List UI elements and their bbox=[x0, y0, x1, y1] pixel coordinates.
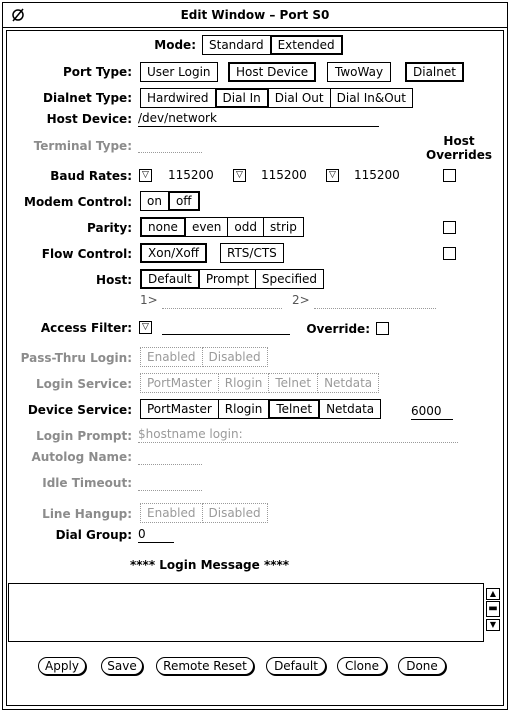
host-overrides-heading bbox=[420, 134, 498, 162]
host-1-field[interactable] bbox=[162, 292, 282, 309]
override-label: Override: bbox=[306, 322, 370, 336]
host-device-label: Host Device: bbox=[46, 112, 132, 126]
login-service-portmaster-option: PortMaster bbox=[140, 373, 219, 393]
dialnet-type-selector bbox=[140, 88, 413, 108]
port-type-host-device-wrap bbox=[228, 62, 316, 82]
apply-button[interactable]: Apply bbox=[38, 657, 86, 675]
host-selector bbox=[140, 269, 324, 289]
dial-group-field[interactable]: 0 bbox=[138, 526, 174, 543]
dialnet-dial-in-out-option[interactable]: Dial In&Out bbox=[330, 88, 413, 108]
dialnet-type-label: Dialnet Type: bbox=[43, 91, 132, 105]
flow-xon-wrap bbox=[140, 243, 207, 263]
host-2-field[interactable] bbox=[314, 292, 436, 309]
login-service-rlogin-option: Rlogin bbox=[218, 373, 270, 393]
flow-control-xon-xoff-option[interactable]: Xon/Xoff bbox=[140, 243, 207, 263]
login-service-selector bbox=[140, 373, 379, 393]
port-type-user-login-option[interactable]: User Login bbox=[140, 62, 218, 82]
login-message-scrollbar[interactable] bbox=[486, 588, 500, 632]
flow-control-label: Flow Control: bbox=[41, 247, 132, 261]
host-overrides-line2: Overrides bbox=[426, 148, 492, 162]
login-message-heading: **** Login Message **** bbox=[130, 558, 290, 572]
login-service-netdata-option: Netdata bbox=[317, 373, 379, 393]
host-1-label: 1> bbox=[140, 293, 158, 307]
baud-rate-1-dropdown-icon[interactable]: ▽ bbox=[139, 169, 152, 182]
dialnet-dial-out-option[interactable]: Dial Out bbox=[268, 88, 331, 108]
pass-thru-enabled-option: Enabled bbox=[140, 347, 203, 367]
autolog-name-label: Autolog Name: bbox=[31, 450, 132, 464]
host-specified-option[interactable]: Specified bbox=[255, 269, 324, 289]
host-default-option[interactable]: Default bbox=[140, 269, 200, 289]
mode-label: Mode: bbox=[154, 38, 196, 52]
host-2-label: 2> bbox=[292, 293, 310, 307]
modem-control-on-option[interactable]: on bbox=[140, 191, 169, 211]
baud-rate-3-dropdown-icon[interactable]: ▽ bbox=[326, 169, 339, 182]
port-type-dialnet-option[interactable]: Dialnet bbox=[405, 62, 464, 82]
idle-timeout-label: Idle Timeout: bbox=[42, 476, 132, 490]
line-hangup-label: Line Hangup: bbox=[42, 507, 132, 521]
flow-control-rts-cts-option[interactable]: RTS/CTS bbox=[220, 243, 284, 263]
parity-label: Parity: bbox=[87, 221, 132, 235]
pass-thru-login-label: Pass-Thru Login: bbox=[20, 351, 132, 365]
device-service-port-field[interactable]: 6000 bbox=[411, 403, 453, 420]
port-type-twoway-option[interactable]: TwoWay bbox=[327, 62, 391, 82]
dialnet-hardwired-option[interactable]: Hardwired bbox=[140, 88, 216, 108]
host-device-field[interactable]: /dev/network bbox=[138, 110, 379, 127]
terminal-type-field bbox=[138, 136, 202, 153]
login-service-label: Login Service: bbox=[36, 377, 132, 391]
login-message-heading-row bbox=[0, 558, 422, 572]
baud-rate-2-dropdown-icon[interactable]: ▽ bbox=[233, 169, 246, 182]
baud-rate-3-value: 115200 bbox=[354, 168, 400, 182]
scroll-up-arrow-icon[interactable]: ▲ bbox=[486, 588, 500, 600]
baud-rate-2-value: 115200 bbox=[261, 168, 307, 182]
baud-rates-override-checkbox[interactable] bbox=[443, 169, 456, 182]
access-filter-dropdown-icon[interactable]: ▽ bbox=[139, 321, 152, 334]
done-button[interactable]: Done bbox=[398, 657, 446, 675]
parity-override-checkbox[interactable] bbox=[443, 221, 456, 234]
mode-selector bbox=[202, 35, 343, 55]
baud-rates-label: Baud Rates: bbox=[50, 169, 132, 183]
autolog-name-field bbox=[138, 448, 202, 465]
idle-timeout-field bbox=[138, 474, 202, 491]
remote-reset-button[interactable]: Remote Reset bbox=[156, 657, 254, 675]
device-service-selector bbox=[140, 399, 381, 419]
host-prompt-option[interactable]: Prompt bbox=[199, 269, 256, 289]
modem-control-label: Modem Control: bbox=[24, 195, 132, 209]
port-type-twoway-wrap bbox=[327, 62, 391, 82]
mode-extended-option[interactable]: Extended bbox=[270, 35, 343, 55]
port-type-dialnet-wrap bbox=[405, 62, 464, 82]
scroll-thumb[interactable]: ▬ bbox=[486, 601, 500, 617]
login-prompt-label: Login Prompt: bbox=[36, 429, 132, 443]
access-filter-override-checkbox[interactable] bbox=[376, 322, 389, 335]
scroll-down-arrow-icon[interactable]: ▼ bbox=[486, 619, 500, 631]
parity-none-option[interactable]: none bbox=[140, 217, 186, 237]
parity-strip-option[interactable]: strip bbox=[263, 217, 304, 237]
line-hangup-disabled-option: Disabled bbox=[202, 503, 268, 523]
pass-thru-login-selector bbox=[140, 347, 268, 367]
baud-rate-1-value: 115200 bbox=[168, 168, 214, 182]
parity-odd-option[interactable]: odd bbox=[227, 217, 264, 237]
dial-group-label: Dial Group: bbox=[55, 528, 132, 542]
device-service-netdata-option[interactable]: Netdata bbox=[319, 399, 381, 419]
dialnet-dial-in-option[interactable]: Dial In bbox=[215, 88, 269, 108]
flow-rts-wrap bbox=[220, 243, 284, 263]
line-hangup-enabled-option: Enabled bbox=[140, 503, 203, 523]
host-label: Host: bbox=[96, 273, 132, 287]
modem-control-off-option[interactable]: off bbox=[168, 191, 200, 211]
modem-control-selector bbox=[140, 191, 200, 211]
parity-selector bbox=[140, 217, 304, 237]
login-service-telnet-option: Telnet bbox=[268, 373, 318, 393]
access-filter-field[interactable] bbox=[162, 318, 290, 335]
access-filter-label: Access Filter: bbox=[40, 321, 132, 335]
device-service-telnet-option[interactable]: Telnet bbox=[268, 399, 320, 419]
line-hangup-selector bbox=[140, 503, 268, 523]
device-service-label: Device Service: bbox=[27, 403, 132, 417]
pass-thru-disabled-option: Disabled bbox=[202, 347, 268, 367]
clone-button[interactable]: Clone bbox=[337, 657, 387, 675]
mode-standard-option[interactable]: Standard bbox=[202, 35, 271, 55]
login-prompt-field: $hostname login: bbox=[138, 426, 458, 443]
flow-control-override-checkbox[interactable] bbox=[443, 247, 456, 260]
parity-even-option[interactable]: even bbox=[185, 217, 228, 237]
login-message-textarea[interactable] bbox=[8, 583, 484, 642]
host-overrides-line1: Host bbox=[443, 134, 475, 148]
port-type-label: Port Type: bbox=[63, 65, 132, 79]
port-type-host-device-option[interactable]: Host Device bbox=[228, 62, 316, 82]
default-button[interactable]: Default bbox=[266, 657, 326, 675]
save-button[interactable]: Save bbox=[101, 657, 143, 675]
port-type-user-login-wrap bbox=[140, 62, 218, 82]
window-title: Edit Window – Port S0 bbox=[180, 8, 330, 22]
device-service-portmaster-option[interactable]: PortMaster bbox=[140, 399, 219, 419]
device-service-rlogin-option[interactable]: Rlogin bbox=[218, 399, 270, 419]
terminal-type-label: Terminal Type: bbox=[33, 139, 132, 153]
title-bar[interactable] bbox=[3, 3, 507, 28]
